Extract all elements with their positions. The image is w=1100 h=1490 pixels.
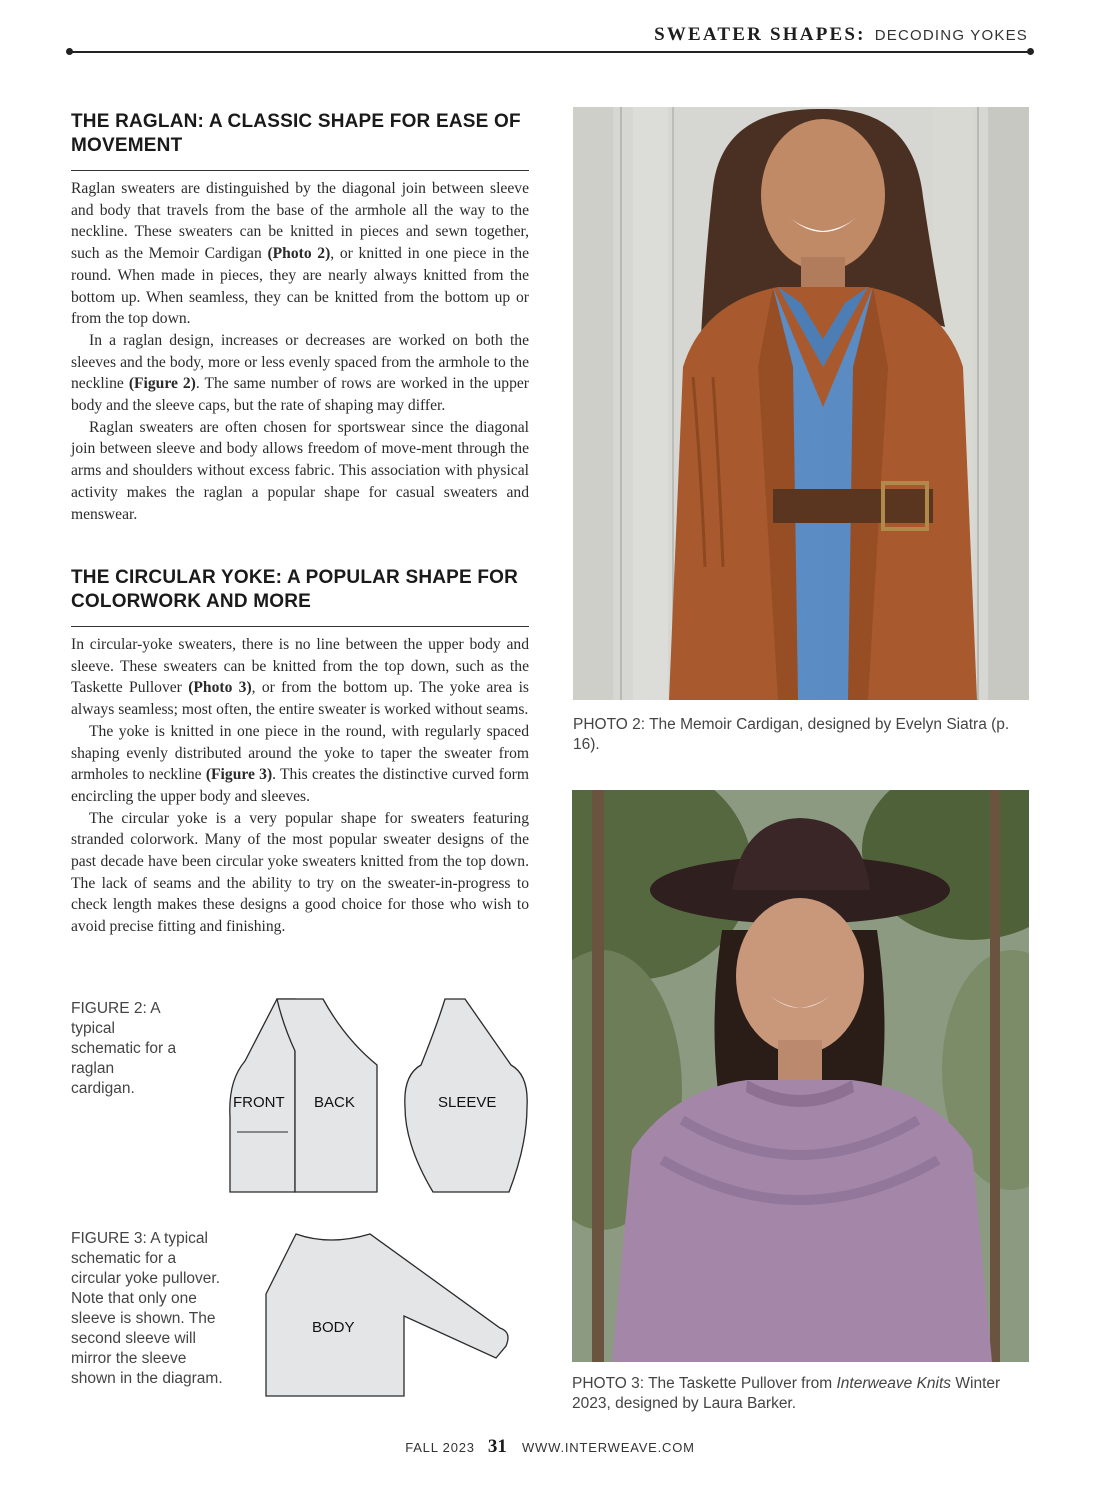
header-rule (70, 51, 1030, 53)
header-rule-dot-left (66, 48, 73, 55)
figure-2-caption: FIGURE 2: A typical schematic for a raglan cardigan. (71, 1000, 177, 1097)
back-label: BACK (314, 1094, 355, 1111)
cross-reference: (Figure 3) (205, 766, 273, 784)
photo-memoir-cardigan (573, 107, 1029, 700)
paragraph-text: Raglan sweaters are distinguished by the diagonal join between sleeve and body that travels from the base of the armhole all the way to the neckline. These sweaters can be knitted in pieces and sewn together, such as the Memoir Cardigan (71, 180, 529, 263)
figure-3-caption: FIGURE 3: A typical schematic for a circular yoke pullover. Note that only one sleeve is shown. The second sleeve will mirror the sleeve shown in the diagram. (71, 1230, 223, 1387)
running-head-title: SWEATER SHAPES: (654, 24, 866, 45)
caption-text: Winter 2023, designed by Laura Barker. (572, 1375, 1001, 1412)
paragraph-text: The yoke is knitted in one piece in the round, with regularly spaced shaping evenly distributed around the yoke to taper the sweater from armholes to neckline (71, 722, 529, 784)
running-head (654, 24, 1028, 46)
section-raglan (71, 110, 529, 525)
paragraph-text: Raglan sweaters are often chosen for sportswear since the diagonal join between sleeve and body allows freedom of move-ment through the arms and shoulders without excess fabric. This association with physical activity makes the raglan a popular shape for casual sweaters and menswear. (71, 418, 529, 523)
sleeve-label: SLEEVE (438, 1094, 497, 1111)
page-number: 31 (487, 1436, 507, 1457)
body-label: BODY (312, 1319, 355, 1336)
paragraph (71, 417, 529, 526)
section-heading-raglan: THE RAGLAN: A CLASSIC SHAPE FOR EASE OF MOVEMENT (71, 111, 521, 156)
paragraph (71, 721, 529, 808)
raglan-body (71, 178, 529, 525)
paragraph (71, 634, 529, 721)
paragraph-text: , or knitted in one piece in the round. When made in pieces, they are nearly always knitted from the bottom up. When seamless, they can be knitted from the bottom up or from the top down. (71, 245, 529, 328)
issue-season: FALL 2023 (405, 1440, 475, 1455)
paragraph (71, 178, 529, 330)
section-heading-circular-yoke: THE CIRCULAR YOKE: A POPULAR SHAPE FOR COLORWORK AND MORE (71, 567, 519, 612)
caption-text: PHOTO 3: The Taskette Pullover from (572, 1375, 837, 1392)
paragraph-text: . The same number of rows are worked in the upper body and the sleeve caps, but the rate of shaping may differ. (71, 375, 529, 415)
paragraph (71, 330, 529, 417)
photo-taskette-pullover (572, 790, 1029, 1362)
heading-rule (71, 626, 529, 627)
circular-yoke-body (71, 634, 529, 938)
running-head-subtitle: DECODING YOKES (874, 27, 1028, 44)
page-footer (0, 1436, 1100, 1458)
caption-publication-title: Interweave Knits (836, 1375, 952, 1392)
cross-reference: (Figure 2) (128, 375, 196, 393)
photo-2-illustration (573, 107, 1029, 700)
photo-3-caption (572, 1374, 1032, 1414)
paragraph-text: The circular yoke is a very popular shape for sweaters featuring stranded colorwork. Many of the most popular sweater designs of the past decade have been circular yoke sweaters knitted from the top down. The lack of seams and the ability to try on the sweater-in-progress to check length makes these designs a good choice for those who wish to avoid precise fitting and finishing. (71, 809, 529, 936)
heading-rule (71, 170, 529, 171)
figure-3-schematic (260, 1228, 515, 1400)
section-circular-yoke (71, 566, 529, 938)
website-url: WWW.INTERWEAVE.COM (521, 1440, 695, 1455)
pullover-body-piece (266, 1234, 508, 1396)
paragraph (71, 808, 529, 938)
paragraph-text: In circular-yoke sweaters, there is no line between the upper body and sleeve. These sweaters can be knitted from the top down, such as the Taskette Pullover (71, 636, 529, 697)
header-rule-dot-right (1027, 48, 1034, 55)
paragraph-text: . This creates the distinctive curved form encircling the upper body and sleeves. (71, 766, 529, 805)
front-label: FRONT (233, 1094, 285, 1111)
cross-reference: (Photo 2) (267, 245, 331, 263)
paragraph-text: , or from the bottom up. The yoke area is always seamless; most often, the entire sweater is worked without seams. (71, 679, 529, 719)
photo-2-caption: PHOTO 2: The Memoir Cardigan, designed by Evelyn Siatra (p. 16). (573, 716, 1010, 753)
photo-3-illustration (572, 790, 1029, 1362)
paragraph-text: In a raglan design, increases or decreases are worked on both the sleeves and the body, more or less evenly spaced from the armhole to the neckline (71, 331, 529, 393)
cross-reference: (Photo 3) (188, 679, 252, 697)
figure-2-schematic (225, 995, 535, 1195)
